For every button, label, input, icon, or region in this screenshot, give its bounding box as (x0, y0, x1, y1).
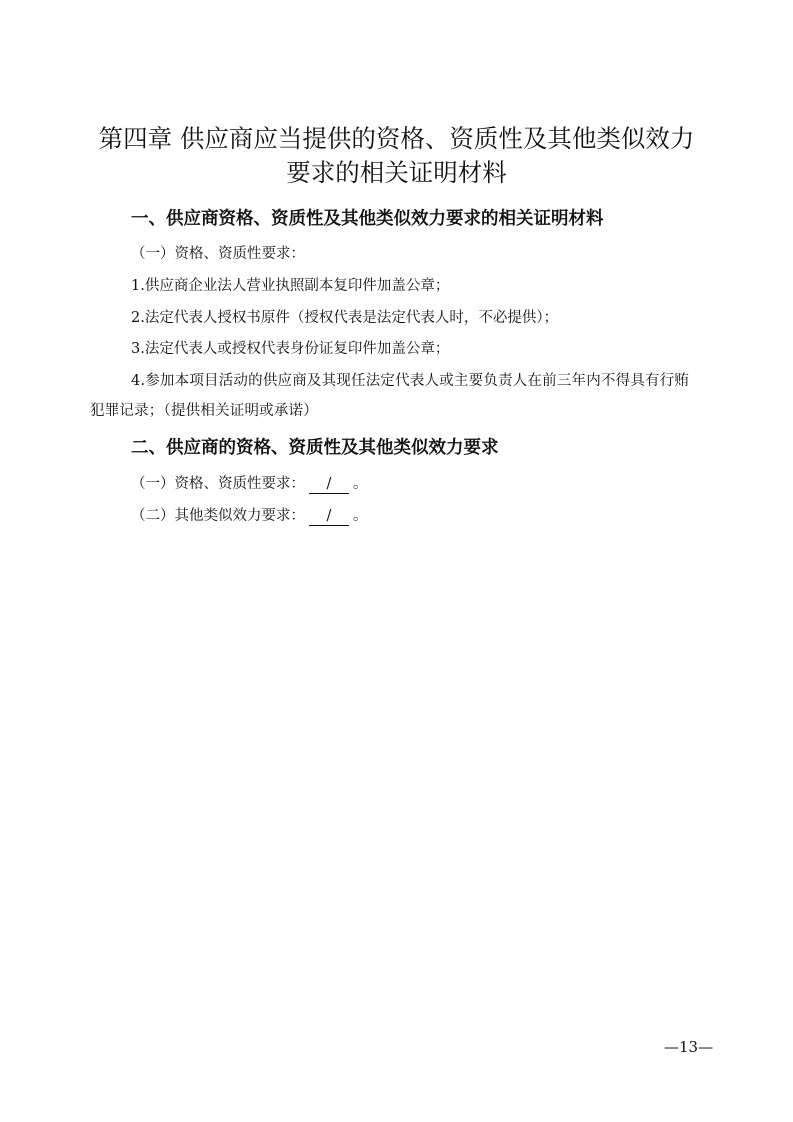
requirement-item-1: 1.供应商企业法人营业执照副本复印件加盖公章； (131, 278, 450, 294)
requirement-item-3: 3.法定代表人或授权代表身份证复印件加盖公章； (131, 341, 450, 357)
section-2-line-2-end: 。 (353, 508, 368, 524)
section-2-line-2-label: （二）其他类似效力要求： (131, 508, 305, 524)
section-2-line-1 (131, 474, 368, 494)
page-number: —13— (664, 1038, 714, 1056)
requirement-item-2: 2.法定代表人授权书原件（授权代表是法定代表人时，不必提供）； (131, 310, 559, 326)
section-1-sub-heading: （一）资格、资质性要求： (131, 246, 305, 262)
section-2-heading: 二、供应商的资格、资质性及其他类似效力要求 (131, 438, 499, 458)
chapter-title: 第四章 供应商应当提供的资格、资质性及其他类似效力要求的相关证明材料 (98, 124, 695, 187)
section-2-line-1-end: 。 (353, 476, 368, 492)
requirement-item-4: 4.参加本项目活动的供应商及其现任法定代表人或主要负责人在前三年内不得具有行贿犯罪记录；（提供相关证明或承诺） (90, 373, 690, 419)
section-1-heading: 一、供应商资格、资质性及其他类似效力要求的相关证明材料 (131, 209, 604, 229)
section-2-line-1-label: （一）资格、资质性要求： (131, 476, 305, 492)
section-2-line-1-blank: / (309, 475, 349, 494)
section-2-line-2 (131, 506, 368, 526)
section-2-line-2-blank: / (309, 507, 349, 526)
